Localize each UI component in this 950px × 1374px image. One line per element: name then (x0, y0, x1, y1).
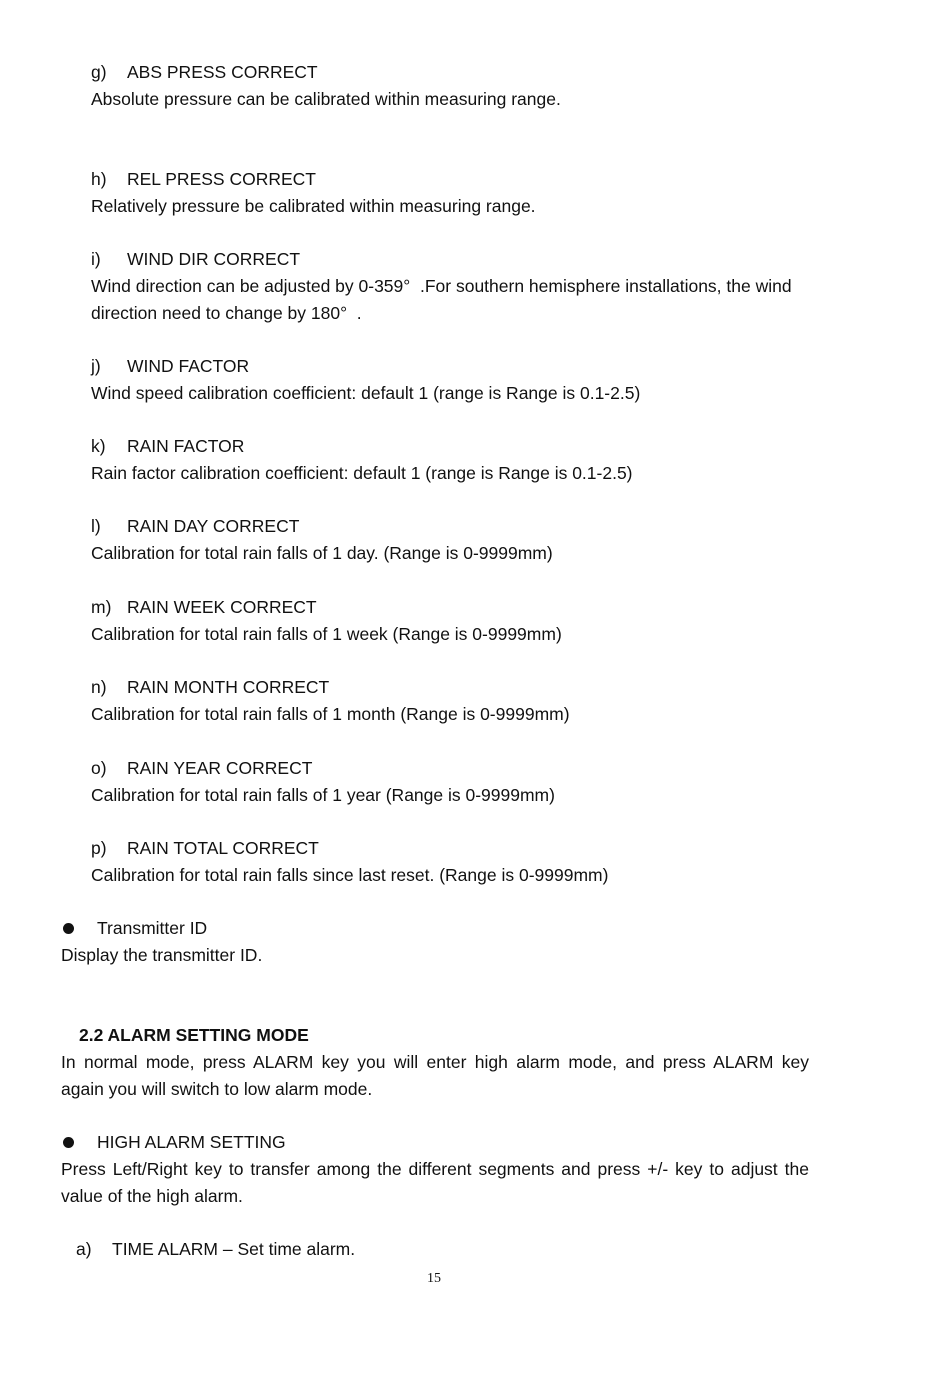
item-l-title (91, 515, 299, 537)
item-m-desc: Calibration for total rain falls of 1 week (Range is 0-9999mm) (91, 624, 562, 644)
high-alarm-line2: value of the high alarm. (61, 1186, 243, 1206)
item-g-title (91, 61, 318, 83)
item-title: ABS PRESS CORRECT (127, 62, 318, 82)
item-title: RAIN WEEK CORRECT (127, 597, 317, 617)
section-heading: 2.2 ALARM SETTING MODE (79, 1025, 309, 1045)
item-title: WIND FACTOR (127, 356, 250, 376)
item-k-desc: Rain factor calibration coefficient: default 1 (range is Range is 0.1-2.5) (91, 463, 633, 483)
item-title: RAIN MONTH CORRECT (127, 677, 330, 697)
item-title: RAIN TOTAL CORRECT (127, 838, 319, 858)
item-title: RAIN DAY CORRECT (127, 516, 300, 536)
time-alarm-item (76, 1238, 355, 1260)
item-p-desc: Calibration for total rain falls since last reset. (Range is 0-9999mm) (91, 865, 609, 885)
item-label: i) (91, 249, 101, 269)
item-label: p) (91, 838, 107, 858)
item-j-title (91, 355, 249, 377)
item-title: WIND DIR CORRECT (127, 249, 301, 269)
transmitter-desc: Display the transmitter ID. (61, 945, 263, 965)
item-h-title (91, 168, 316, 190)
item-m-title (91, 596, 317, 618)
item-title: RAIN FACTOR (127, 436, 245, 456)
item-g-desc: Absolute pressure can be calibrated within measuring range. (91, 89, 561, 109)
item-label: g) (91, 62, 107, 82)
item-l-desc: Calibration for total rain falls of 1 day. (Range is 0-9999mm) (91, 543, 553, 563)
item-i-title (91, 248, 300, 270)
item-p-title (91, 837, 319, 859)
bullet-icon (63, 923, 74, 934)
item-i-desc-line2: direction need to change by 180° . (91, 303, 362, 323)
item-k-title (91, 435, 244, 457)
time-alarm-text: TIME ALARM – Set time alarm. (112, 1239, 356, 1259)
item-o-title (91, 757, 312, 779)
item-n-title (91, 676, 329, 698)
alarm-mode-line1: In normal mode, press ALARM key you will enter high alarm mode, and press ALARM key (61, 1052, 809, 1072)
item-label: j) (91, 356, 101, 376)
item-label: a) (76, 1239, 92, 1259)
alarm-mode-line2: again you will switch to low alarm mode. (61, 1079, 373, 1099)
bullet-icon (63, 1137, 74, 1148)
item-i-desc-line1: Wind direction can be adjusted by 0-359° .For southern hemisphere installations, the wind (91, 276, 792, 296)
item-o-desc: Calibration for total rain falls of 1 year (Range is 0-9999mm) (91, 785, 555, 805)
item-j-desc: Wind speed calibration coefficient: default 1 (range is Range is 0.1-2.5) (91, 383, 641, 403)
item-label: l) (91, 516, 101, 536)
item-label: h) (91, 169, 107, 189)
high-alarm-line1: Press Left/Right key to transfer among the different segments and press +/- key to adjust the (61, 1159, 809, 1179)
item-h-desc: Relatively pressure be calibrated within measuring range. (91, 196, 536, 216)
item-title: REL PRESS CORRECT (127, 169, 316, 189)
item-n-desc: Calibration for total rain falls of 1 month (Range is 0-9999mm) (91, 704, 570, 724)
transmitter-title: Transmitter ID (97, 918, 208, 938)
high-alarm-title: HIGH ALARM SETTING (97, 1132, 286, 1152)
item-label: m) (91, 597, 112, 617)
item-label: o) (91, 758, 107, 778)
item-label: k) (91, 436, 106, 456)
page-number: 15 (427, 1271, 441, 1286)
item-title: RAIN YEAR CORRECT (127, 758, 313, 778)
item-label: n) (91, 677, 107, 697)
